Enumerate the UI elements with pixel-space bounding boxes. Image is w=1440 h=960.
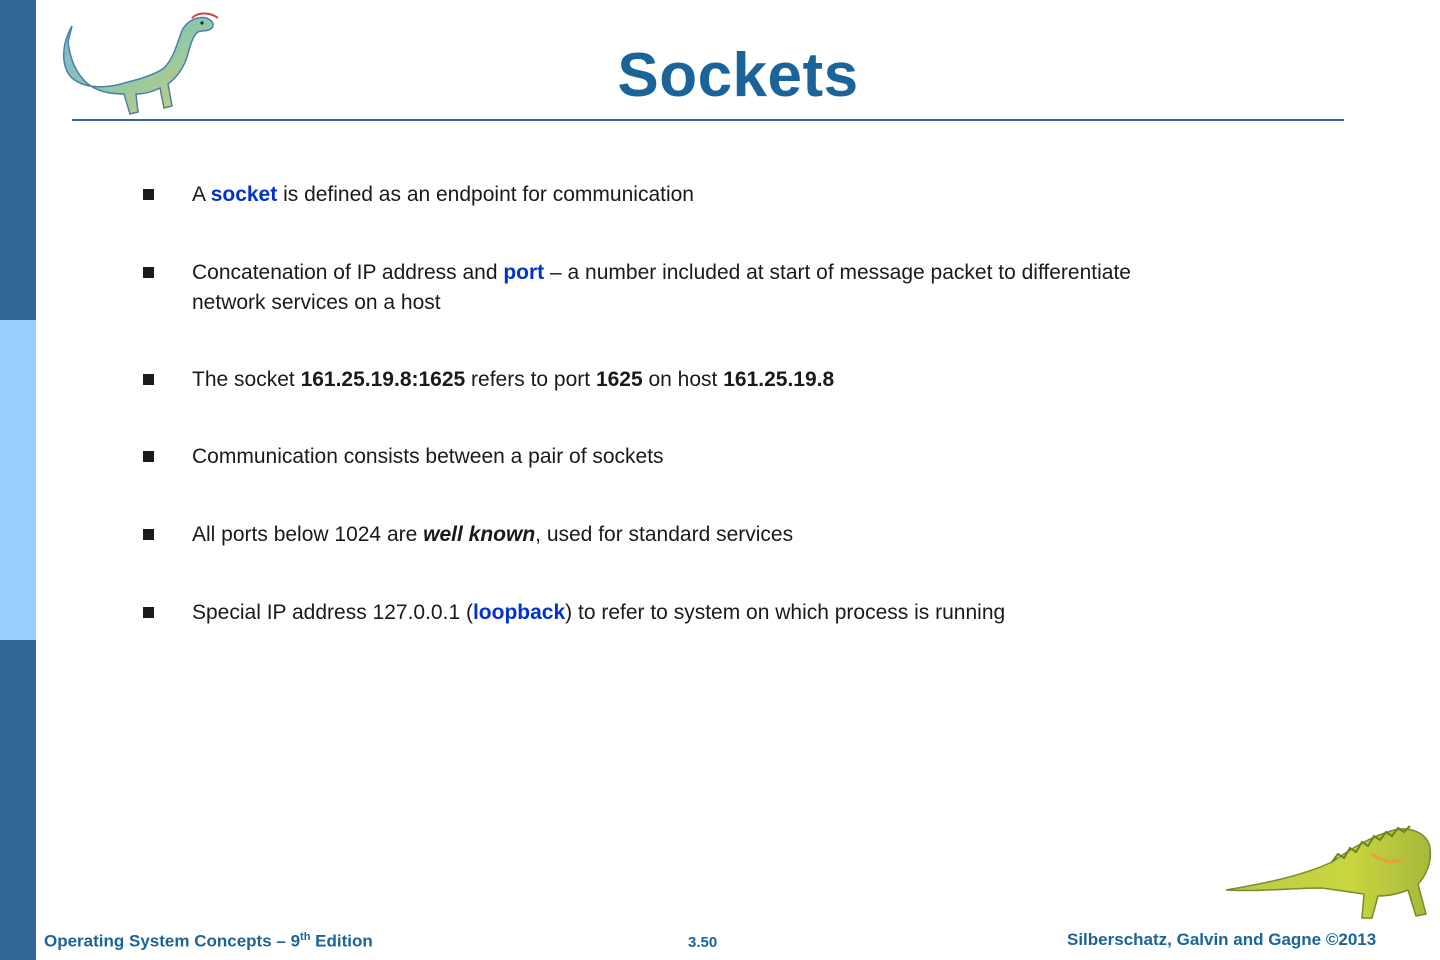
bullet-marker (143, 374, 154, 385)
slide-title: Sockets (617, 41, 859, 110)
footer-edition-sup: th (300, 931, 311, 943)
socket-address: 161.25.19.8:1625 (300, 368, 466, 391)
bullet-text (192, 520, 1192, 550)
bullet-text-part: , used for standard services (535, 523, 794, 546)
bullet-text-part: The socket (192, 368, 301, 391)
bullet-text-part: All ports below 1024 are (192, 523, 424, 546)
bullet-text-part: is defined as an endpoint for communication (277, 183, 694, 206)
title-divider (72, 119, 1344, 121)
bullet-text-part: ) to refer to system on which process is running (565, 601, 1006, 624)
bullet-text-part: refers to port (465, 368, 596, 391)
term-socket: socket (210, 183, 278, 206)
bullet-marker (143, 267, 154, 278)
dinosaur-bottom-icon (1222, 818, 1434, 928)
port-number: 1625 (595, 368, 643, 391)
sidebar-segment-top (0, 0, 36, 320)
bullet-text (192, 180, 1192, 210)
bullet-text-part: Special IP address 127.0.0.1 ( (192, 601, 473, 624)
bullet-marker (143, 529, 154, 540)
term-well-known: well known (423, 523, 536, 546)
bullet-text-part: A (192, 183, 211, 206)
footer-book-title (44, 931, 373, 952)
host-address: 161.25.19.8 (723, 368, 835, 391)
bullet-marker (143, 189, 154, 200)
bullet-text (192, 365, 1192, 395)
sidebar-segment-middle (0, 320, 36, 640)
bullet-marker (143, 607, 154, 618)
footer-book-title-text: Operating System Concepts – 9 (44, 931, 301, 951)
bullet-text-part: Communication consists between a pair of sockets (192, 445, 664, 468)
bullet-text-part: – a number included at start of message packet to differentiate network services on a host (192, 261, 1131, 314)
footer-authors: Silberschatz, Galvin and Gagne ©2013 (1067, 930, 1377, 949)
footer-page-number: 3.50 (688, 934, 718, 951)
sidebar-segment-bottom (0, 640, 36, 960)
bullet-text (192, 442, 1192, 472)
bullet-text-part: on host (642, 368, 724, 391)
term-port: port (503, 261, 545, 284)
bullet-text (192, 598, 1192, 628)
bullet-marker (143, 451, 154, 462)
footer-book-title-suffix: Edition (310, 931, 373, 951)
bullet-text (192, 258, 1152, 318)
bullet-text-part: Concatenation of IP address and (192, 261, 504, 284)
term-loopback: loopback (472, 601, 566, 624)
sidebar-stripe (0, 0, 36, 960)
